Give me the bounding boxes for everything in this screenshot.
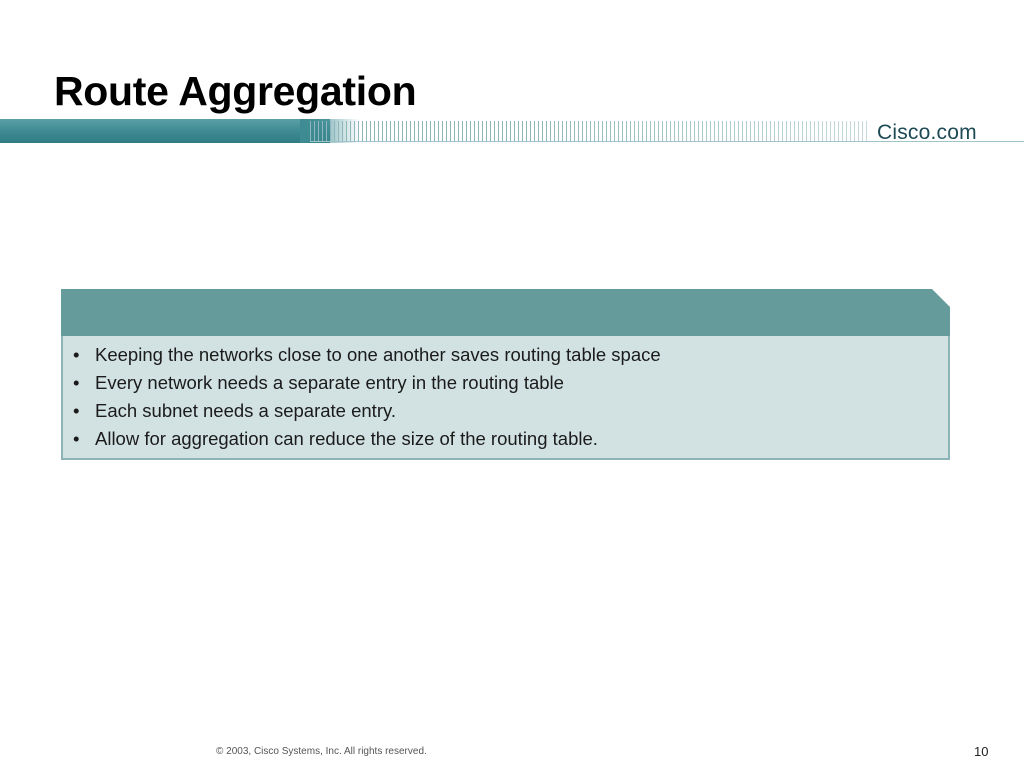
slide-title: Route Aggregation xyxy=(54,68,417,114)
footer-copyright: © 2003, Cisco Systems, Inc. All rights reserved. xyxy=(216,746,427,757)
page-number: 10 xyxy=(974,744,989,759)
bullet-text: Allow for aggregation can reduce the size of the routing table. xyxy=(95,428,598,449)
bullet-item xyxy=(73,341,661,369)
bullet-icon: • xyxy=(73,400,80,421)
bullet-list xyxy=(73,341,661,453)
header-solid-band xyxy=(0,119,330,143)
bullet-icon: • xyxy=(73,372,80,393)
bullet-icon: • xyxy=(73,344,80,365)
bullet-item xyxy=(73,369,661,397)
panel-body xyxy=(61,336,950,460)
panel-header xyxy=(61,289,950,336)
header-bar xyxy=(0,119,1024,143)
bullet-text: Each subnet needs a separate entry. xyxy=(95,400,396,421)
bullet-text: Every network needs a separate entry in the routing table xyxy=(95,372,564,393)
content-panel xyxy=(61,289,950,460)
header-stripes xyxy=(310,121,870,141)
bullet-item xyxy=(73,397,661,425)
brand-logo-text: Cisco.com xyxy=(877,121,977,144)
bullet-item xyxy=(73,425,661,453)
bullet-text: Keeping the networks close to one another saves routing table space xyxy=(95,344,661,365)
bullet-icon: • xyxy=(73,428,80,449)
